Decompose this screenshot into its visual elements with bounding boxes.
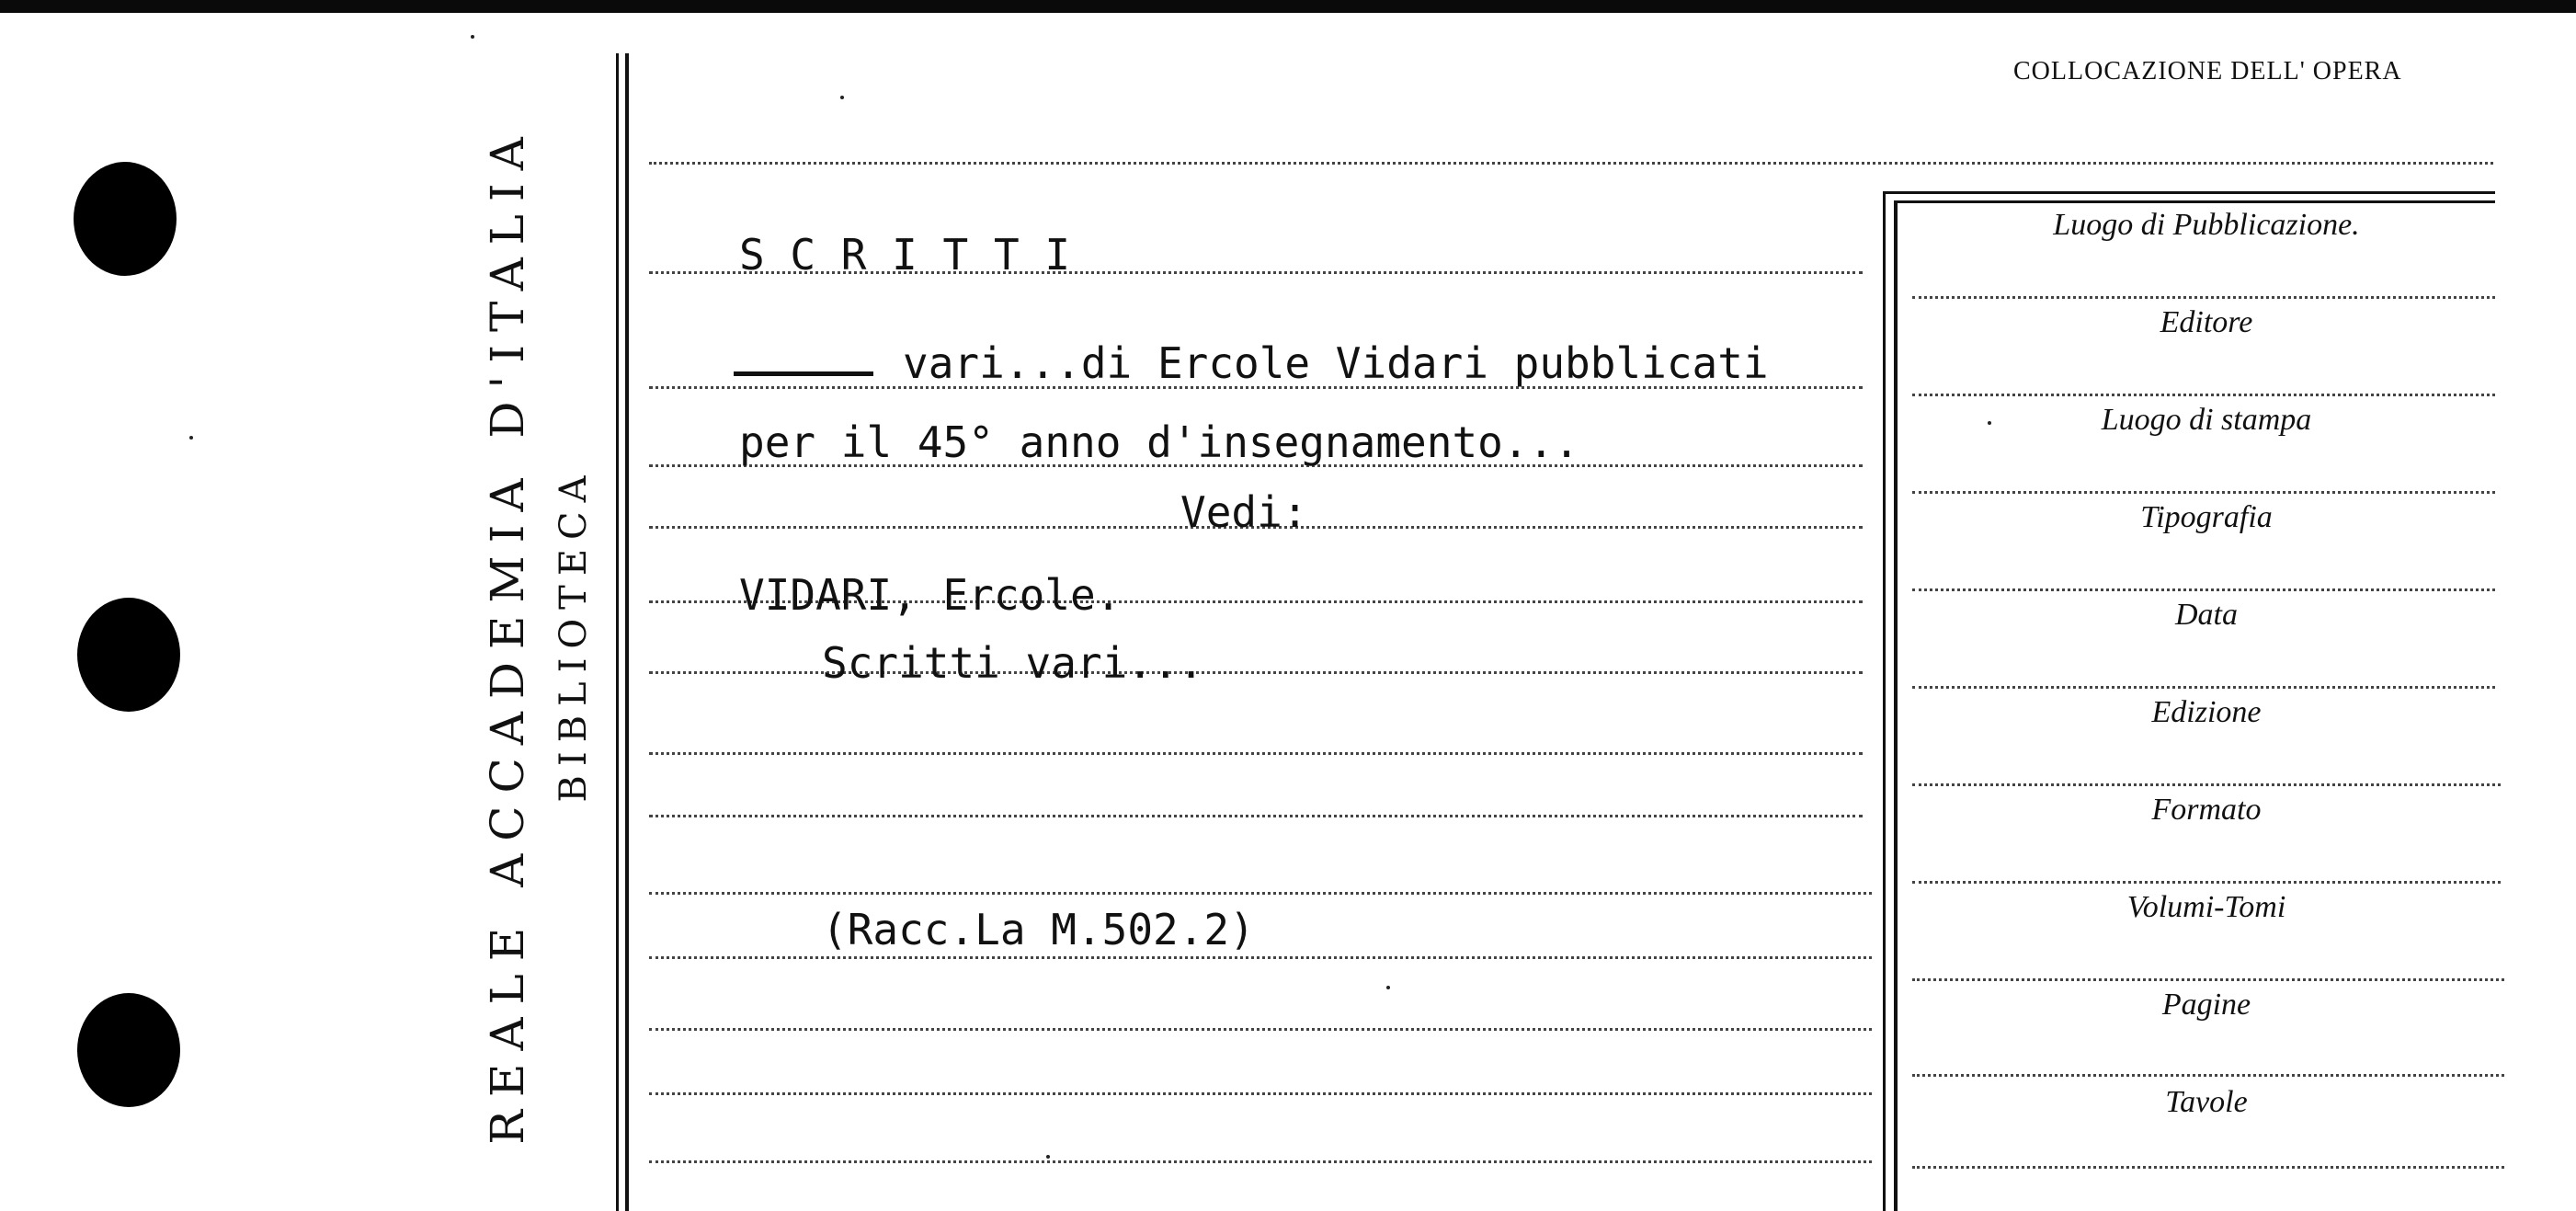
field-line [1912, 491, 2495, 494]
field-line [1912, 881, 2501, 884]
binder-hole-middle [77, 598, 180, 712]
repeat-title-dash [734, 371, 873, 376]
field-line [1912, 686, 2495, 689]
ink-speck [1988, 421, 1991, 425]
field-label-luogo-pubblicazione: Luogo di Pubblicazione. [2053, 208, 2360, 242]
field-label-volumi-tomi: Volumi-Tomi [2126, 890, 2286, 924]
ink-speck [1046, 1155, 1050, 1159]
field-label-pagine: Pagine [2161, 988, 2251, 1022]
left-double-rule [616, 53, 619, 1211]
ruled-line [649, 752, 1863, 755]
ruled-line [649, 1160, 1872, 1163]
shelfmark: (Racc.La M.502.2) [822, 905, 1255, 954]
entry-line-3: Vedi: [1180, 487, 1308, 537]
field-line [1912, 394, 2495, 396]
entry-title: S C R I T T I [739, 230, 1071, 280]
ruled-line [649, 815, 1863, 817]
collocazione-header: COLLOCAZIONE DELL' OPERA [2013, 57, 2402, 86]
ink-speck [840, 96, 844, 99]
field-line [1912, 588, 2495, 591]
field-label-tavole: Tavole [2165, 1085, 2248, 1119]
ruled-line [649, 1028, 1872, 1031]
field-line [1912, 1166, 2504, 1169]
binder-hole-bottom [77, 993, 180, 1107]
collocazione-line [649, 162, 2493, 165]
field-label-editore: Editore [2160, 305, 2253, 339]
institution-name: REALE ACCADEMIA D'ITALIA [481, 124, 534, 1145]
top-edge-band [0, 0, 2576, 13]
ruled-line [649, 956, 1872, 959]
entry-line-2: per il 45° anno d'insegnamento... [739, 417, 1579, 467]
field-label-data: Data [2175, 598, 2238, 632]
ruled-line [649, 1092, 1872, 1095]
entry-line-4: VIDARI, Ercole. [739, 570, 1122, 620]
ink-speck [1386, 986, 1390, 989]
field-label-edizione: Edizione [2151, 695, 2262, 729]
field-label-tipografia: Tipografia [2140, 500, 2273, 534]
ink-speck [471, 35, 474, 39]
field-line [1912, 978, 2504, 981]
field-box-top-rule [1883, 191, 2495, 194]
binder-hole-top [74, 162, 177, 276]
ink-speck [189, 436, 193, 440]
field-label-luogo-stampa: Luogo di stampa [2101, 403, 2312, 437]
field-line [1912, 783, 2501, 786]
ruled-line [649, 892, 1872, 895]
field-label-formato: Formato [2151, 793, 2262, 827]
entry-line-5: Scritti vari... [822, 638, 1204, 688]
entry-line-1: vari...di Ercole Vidari pubblicati [903, 338, 1769, 388]
field-line [1912, 1074, 2504, 1077]
field-line [1912, 296, 2495, 299]
department-name: BIBLIOTECA [553, 466, 595, 803]
